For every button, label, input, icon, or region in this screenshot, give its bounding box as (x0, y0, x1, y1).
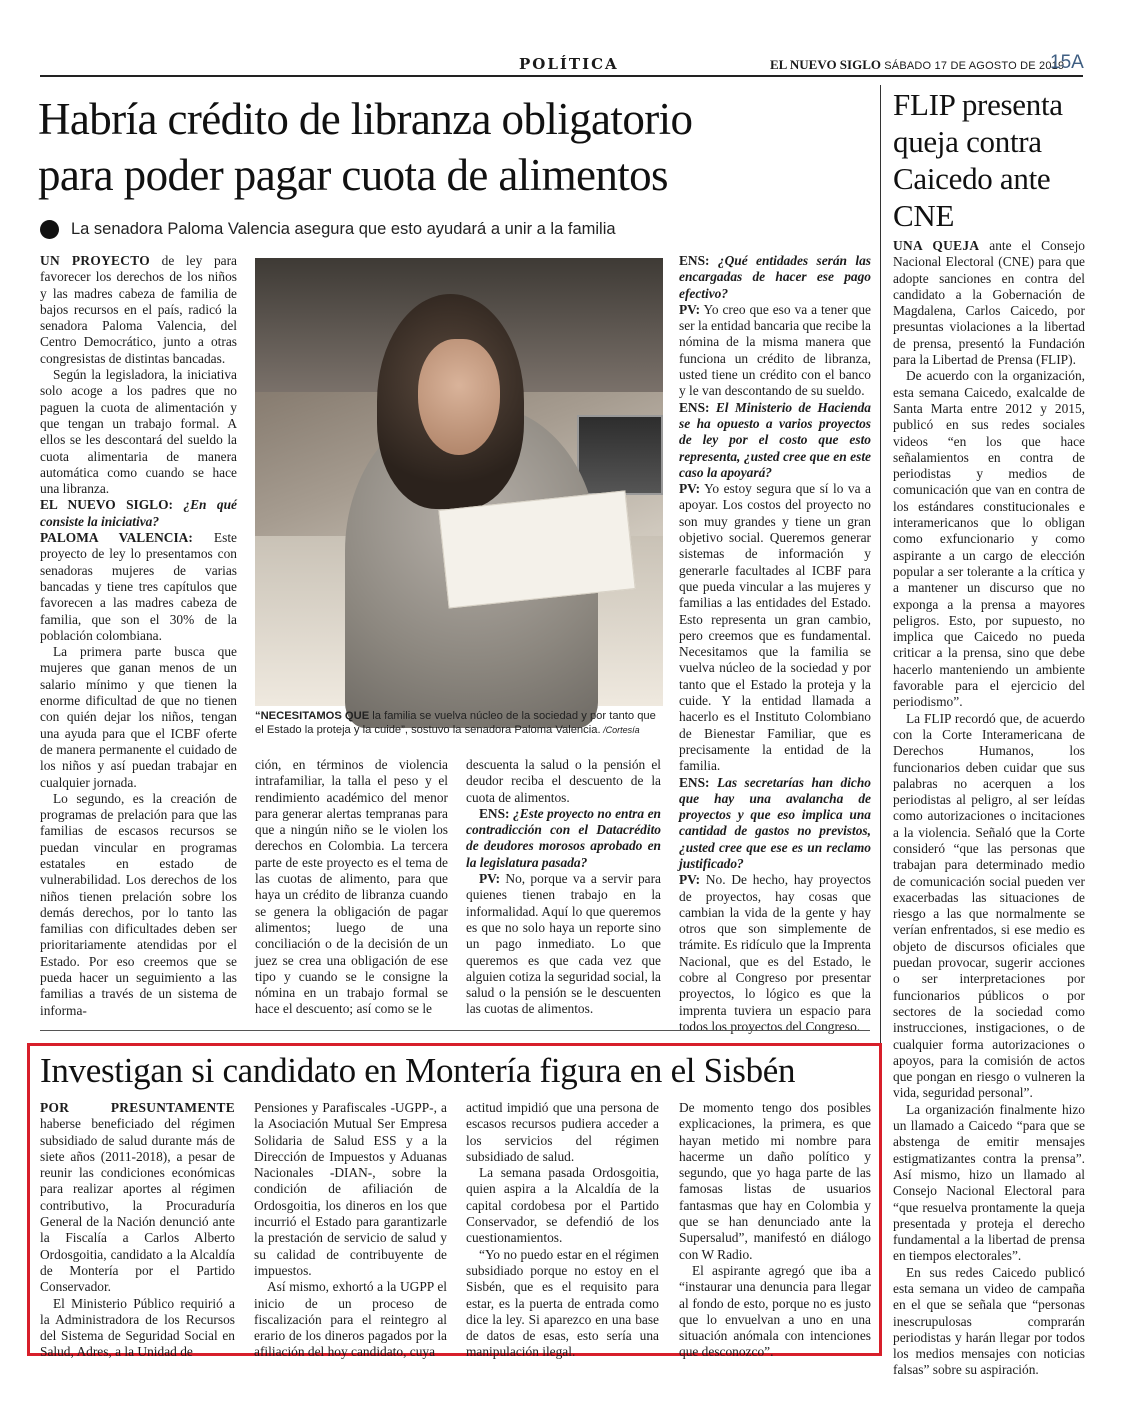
answer: No. De hecho, hay proyectos de proyectos, hay cosas que cambian la vida de la gente y hay otros que son simplemente de trámite. Es ridículo que la Imprenta Nacional, que es del Estado, le cobre al Congreso por presentar proyectos, lo lógico es que la imprenta tuviera un espacio para todos los proyectos del Congreso. (679, 872, 871, 1034)
paragraph: De acuerdo con la organización, esta semana Caicedo, exalcalde de Santa Marta entre 2012 y 2015, publicó en sus redes sociales videos “en los que hace señalamientos en contra de periodistas y medios de comunicación que van en contra de los estándares constitucionales e interamericanos que lo obligan como exfuncionario y como aspirante a un cargo de elección popular a ser tolerante a la crítica y a mantener un discurso que no exponga a la prensa a mayores peligros. Esto, por supuesto, no implica que Caicedo no pueda criticar a la prensa, sino que debe hacerlo manteniendo un ambiente favorable para el ejercicio del periodismo”. (893, 368, 1085, 710)
deck (40, 220, 860, 239)
question: ¿En qué consiste la iniciativa? (40, 497, 237, 529)
lead-in: UNA QUEJA (893, 238, 980, 253)
article-column-3 (466, 757, 661, 1023)
page-number: 15A (1050, 52, 1084, 73)
paragraph: De momento tengo dos posibles explicaciones, la primera, es que hayan metido mi nombre para hacerme un daño político y segundo, que yo haga parte de las famosas listas de usuarios fantasmas que hay en Colombia y que se han denunciado ante la Supersalud”, manifestó en diálogo con W Radio. (679, 1100, 871, 1262)
speaker: ENS: (679, 399, 710, 415)
paragraph: descuenta la salud o la pensión el deudor reciba el descuento de la cuota de alimentos. (466, 757, 661, 805)
question: ¿Este proyecto no entra en contradicción con el Datacrédito de deudores morosos aprobado en la legislatura pasada? (466, 805, 661, 870)
header-rule (40, 75, 1083, 77)
lead-in: UN PROYECTO (40, 253, 150, 268)
photo-papers (438, 490, 635, 608)
sidebar-headline: FLIP presenta queja contra Caicedo ante CNE (893, 87, 1063, 233)
speaker: EL NUEVO SIGLO: (40, 497, 173, 513)
deck-text: La senadora Paloma Valencia asegura que esto ayudará a unir a la familia (71, 220, 616, 238)
speaker: PALOMA VALENCIA: (40, 530, 193, 546)
lead-in: POR PRESUNTAMENTE (40, 1100, 235, 1115)
photo-laptop (577, 415, 663, 496)
paragraph: ción, en términos de violencia intrafamiliar, la talla el peso y el rendimiento académico del menor para generar alertas tempranas para que a ningún niño se le violen los derechos en Colombia. La tercera parte de este proyecto es el tema de las cuotas de alimento, para que haya un crédito de libranza cuando se genera la obligación de pagar alimentos; luego de una conciliación o de la decisión de un juez se crea una obligación de ese tipo y cuando se le consigne la nómina en un trabajo formal se hace el descuento; así como se le (255, 757, 448, 1017)
photo-credit: /Cortesía (600, 725, 640, 735)
sidebar-body (893, 238, 1086, 1378)
bullet-icon (40, 220, 59, 239)
masthead (770, 57, 1064, 73)
paragraph: El aspirante agregó que iba a “instaurar una denuncia para llegar al fondo de esto, porque no es justo que lo envuelvan a uno en una situación anómala con intenciones que desconozco”. (679, 1262, 871, 1360)
speaker: PV: (679, 872, 701, 888)
question: ¿Qué entidades serán las encargadas de hacer ese pago efectivo? (679, 253, 871, 301)
speaker: PV: (479, 871, 501, 887)
paragraph: La organización finalmente hizo un llamado a Caicedo “para que se abstenga de emitir mensajes estigmatizantes contra la prensa”. Así mismo, hizo un llamado al Consejo Nacional Electoral para “que resuelva prontamente la queja presentada y proteja el derecho fundamental a la libertad de prensa en tiempos electorales”. (893, 1101, 1085, 1264)
question: El Ministerio de Hacienda se ha opuesto a varios proyectos de ley por el costo que esto representa, ¿usted cree que en este caso la apoyará? (679, 399, 871, 480)
paragraph: Lo segundo, es la creación de programas de prelación para que las familias de escasos recursos se puedan vincular en programas estatales en estado de vulnerabilidad. Los derechos de los niños tienen prelación sobre los demás derechos, por lo tanto las familias con dificultades deben ser prioritariamente atendidas por el Estado. Por eso creemos que se pueda hacer un seguimiento a las familias a través de un sistema de informa- (40, 790, 237, 1018)
paragraph: En sus redes Caicedo publicó esta semana un video de campaña en el que se señala que “personas inescrupulosas comprarán periodistas y harán llegar por todos los medios mensajes con noticias falsas” sobre su aspiración. (893, 1264, 1085, 1378)
headline-line-2: para poder pagar cuota de alimentos (38, 150, 668, 200)
speaker: ENS: (679, 253, 710, 268)
bottom-column-2 (254, 1100, 447, 1360)
article-photo (255, 258, 663, 706)
bottom-column-1 (40, 1100, 235, 1360)
answer: Este proyecto de ley lo presentamos con senadoras mujeres de varias bancadas y tiene tres capítulos que favorecen a las madres cabeza de familia, que son el 30% de la población colombiana. (40, 530, 237, 643)
answer: Yo estoy segura que sí lo va a apoyar. Los costos del proyecto no son muy grandes y tiene un gran objetivo social. Queremos generar sistemas de información y generarle facultades al ICBF para que pueda vincular a las mujeres y familias a las entidades del Estado. Esto representa un gran cambio, pero creemos que es fundamental. Necesitamos que la familia se vuelva núcleo de la sociedad y por tanto que el Estado la proteja y la cuide. Y la entidad llamada a hacerlo es el Instituto Colombiano de Bienestar Familiar, que es precisamente la entidad de la familia. (679, 481, 871, 774)
headline-line-1: Habría crédito de libranza obligatorio (38, 94, 693, 144)
speaker: ENS: (479, 805, 510, 821)
paragraph: haberse beneficiado del régimen subsidiado de salud durante más de siete años (2011-2018), a pesar de reunir las condiciones económicas para realizar aportes al régimen contributivo, la Procuraduría General de la Nación denunció ante la Fiscalía a Carlos Alberto Ordosgoitia, candidato a la Alcaldía de Montería por el Partido Conservador. (40, 1116, 235, 1295)
article-column-4 (679, 253, 871, 1034)
speaker: PV: (679, 301, 701, 317)
paragraph: La semana pasada Ordosgoitia, quien aspira a la Alcaldía de la capital cordobesa por el Partido Conservador, se defendió de los cuestionamientos. (466, 1165, 659, 1246)
main-headline (38, 91, 868, 203)
masthead-date: SÁBADO 17 DE AGOSTO DE 2019 (884, 60, 1065, 72)
section-label: POLÍTICA (519, 55, 619, 73)
speaker: ENS: (679, 774, 710, 790)
photo-face (418, 339, 500, 455)
masthead-brand: EL NUEVO SIGLO (770, 57, 881, 72)
bottom-column-3 (466, 1100, 659, 1360)
caption-lead: “NECESITAMOS QUE (255, 710, 370, 722)
bottom-headline: Investigan si candidato en Montería figura en el Sisbén (40, 1051, 796, 1090)
paragraph: La FLIP recordó que, de acuerdo con la Corte Interamericana de Derechos Humanos, los funcionarios deben cuidar que sus palabras no acerquen a los periodistas al peligro, al ser leídas como autorizaciones o incitaciones a la violencia. Señaló que la Corte consideró “que las personas que trabajan para determinado medio de comunicación social pueden ver exacerbadas las situaciones de riesgo a las que normalmente se verían enfrentados, si ese medio es objeto de discursos oficiales que puedan provocar, sugerir acciones o ser interpretaciones por funcionarios públicos o por sectores de la sociedad como instrucciones, instigaciones, o de cualquier forma autorizaciones o apoyos, para la comisión de actos que pongan en riesgo o vulneren la vida, seguridad personal”. (893, 710, 1085, 1101)
paragraph: ante el Consejo Nacional Electoral (CNE) para que adopte sanciones en contra del candidato a la Gobernación de Magdalena, Carlos Caicedo, por presuntas violaciones a la libertad de prensa, presentó la Fundación para la Libertad de Prensa (FLIP). (893, 238, 1086, 368)
paragraph: Así mismo, exhortó a la UGPP el inicio de un proceso de fiscalización para el reintegro al erario de los dineros pagados por la afiliación del hoy candidato, cuya (254, 1279, 447, 1360)
paragraph: “Yo no puedo estar en el régimen subsidiado porque no estoy en el Sisbén, que es el requisito para estar, es la puerta de entrada como dice la ley. Si aparezco en una base de datos de esas, esto sería una manipulación ilegal. (466, 1246, 659, 1360)
paragraph: Según la legisladora, la iniciativa solo acoge a los padres que no paguen la cuota de alimentación y que tengan un trabajo formal. A ellos se les descontará del sueldo la cuota alimentaria de manera automática como cuando se hace una libranza. (40, 367, 237, 497)
article-column-2 (255, 757, 448, 1023)
answer: No, porque va a servir para quienes tienen trabajo en la informalidad. Aquí lo que queremos es que no solo haya un reporte sino un pago inmediato. Lo que queremos es que cada vez que alguien cotiza la seguridad social, la salud o la pensión se le descuenten las cuotas de alimentos. (466, 871, 661, 1017)
paragraph: El Ministerio Público requirió a la Administradora de los Recursos del Sistema de Seguridad Social en Salud, Adres, a la Unidad de (40, 1295, 235, 1360)
paragraph: actitud impidió que una persona de escasos recursos pudiera acceder a los servicios del régimen subsidiado de salud. (466, 1100, 659, 1164)
paragraph: La primera parte busca que mujeres que ganan menos de un salario mínimo y que tienen la enorme dificultad de que no tienen con quién dejar los niños, tengan una ayuda para que el ICBF oferte de manera permanente el cuidado de los niños y así puedan trabajar en cualquier jornada. (40, 644, 237, 790)
answer: Yo creo que eso va a tener que ser la entidad bancaria que recibe la nómina de la misma manera que funciona un crédito de libranza, usted tiene un crédito con el banco y le van descontando de su sueldo. (679, 301, 871, 399)
photo-caption (255, 709, 663, 737)
question: Las secretarías han dicho que hay una avalancha de proyectos y que eso implica una cantidad de gastos no previstos, ¿usted cree que ese es un reclamo justificado? (679, 774, 871, 871)
paragraph: Pensiones y Parafiscales -UGPP-, a la Asociación Mutual Ser Empresa Solidaria de Salud ESS y a la Dirección de Impuestos y Aduanas Nacionales -DIAN-, sobre la condición de afiliación de Ordosgoitia, los dineros en los que incurrió el Estado para garantizarle la prestación de servicio de salud y su calidad de contribuyente de impuestos. (254, 1100, 447, 1278)
section-divider (40, 1030, 870, 1031)
article-column-1 (40, 253, 237, 1023)
caption-text: la familia se vuelva núcleo de la sociedad y por tanto que el Estado la proteja y la cuide”, sostuvo la senadora Paloma Valencia. (255, 710, 656, 736)
bottom-column-4 (679, 1100, 871, 1360)
speaker: PV: (679, 481, 701, 497)
paragraph: de ley para favorecer los derechos de los niños y las madres cabeza de familia de bajos recursos en el país, radicó la senadora Paloma Valencia, del Centro Democrático, junto a otras congresistas de distintas bancadas. (40, 253, 237, 366)
